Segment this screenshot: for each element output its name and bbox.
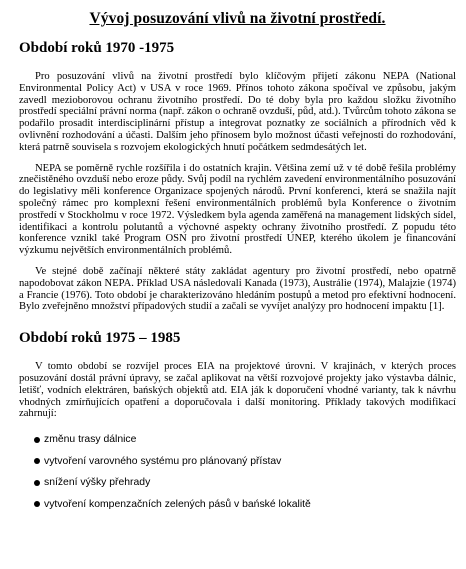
bullet-icon [34,458,40,464]
bullet-icon [34,480,40,486]
modification-list [19,429,456,515]
paragraph-nepa-intro: Pro posuzování vlivů na životní prostředí bylo klíčovým přijetí zákonu NEPA (National Environmental Policy Act) v USA v roce 1969. Přínos tohoto zákona spočíval ve způsobu, jakým zavedl mezioborovou ochranu životního prostředí. Do té doby byla pro každou složku životního prostředí speciální právní norma (např. zákon o ochraně ovzduší, půd, atd.). Tvůrcům tohoto zákona se podařilo prosadit interdisciplinární přístup a integrovat poznatky ze sociálních a přírodních věd k ovlivnění rozhodování a účasti. Dalším jeho přínosem bylo možnost účasti veřejnosti do rozhodování, která patrně souvisela s rozvojem ekologických hnutí počátkem sedmdesátých let. [19,71,456,153]
list-item [34,494,456,516]
list-item [34,429,456,451]
bullet-icon [34,501,40,507]
paragraph-nepa-spread: NEPA se poměrně rychle rozšířila i do ostatních krajin. Většina zemí už v té době řešila problémy znečistěného ovzduší nebo eroze půdy. Svůj podíl na rychlém zavedení environmentálního posuzování do legislativy měli konference Organizace spojených národů. První konferenci, která se snažila najít společný rámec pro komplexní řešení environmentálních problémů byla Konference o životním prostředí v Stockholmu v roce 1972. Výsledkem byla agenda zaměřená na management lidských sídel, identifikaci a kontrolu polutantů a výchovné aspekty ochrany životního prostředí. Z popudu této konference vznikl také Program OSN pro životní prostředí UNEP, kterého úkolem je financování výzkumu největších environmentálních problémů. [19,162,456,257]
list-item-text: vytvoření kompenzačních zelených pásů v bańské lokalitě [44,498,311,510]
list-item-text: snížení výšky přehrady [44,477,151,489]
section-heading-1970-1975: Období roků 1970 -1975 [19,40,175,56]
document-title: Vývoj posuzování vlivů na životní prostředí. [89,10,386,27]
list-item-text: změnu trasy dálnice [44,434,137,446]
list-item-text: vytvoření varovného systému pro plánovaný přístav [44,455,282,467]
bullet-icon [34,437,40,443]
list-item [34,451,456,473]
section-heading-1975-1985: Období roků 1975 – 1985 [19,330,181,347]
list-item [34,472,456,494]
paragraph-eia-project-level: V tomto období se rozvíjel proces EIA na projektové úrovni. V krajinách, v kterých proces posuzování dostál právní úpravy, se začal aplikovat na větší rozvojové projekty jako výstavba dálnic, letišť, vodních elektráren, bańských objektů atd. EIA ják k doporučení vhodné varianty, tak k návrhu vhodných zmírňujících opatření a doporučovala i další monitoring. Příklady takových modifikací zahrnují: [19,361,456,420]
paragraph-agencies: Ve stejné době začínají některé státy zakládat agentury pro životní prostředí, nebo opatrně napodobovat zákon NEPA. Příklad USA následovali Kanada (1973), Austrálie (1974), Malajzie (1974) a Francie (1976). Toto období je charakterizováno hledáním postupů a metod pro efektivní hodnocení. Bylo zveřejněno množství případových studií a začali se vyvíjet analýzy pro hodnocení impaktu [1]. [19,265,456,313]
